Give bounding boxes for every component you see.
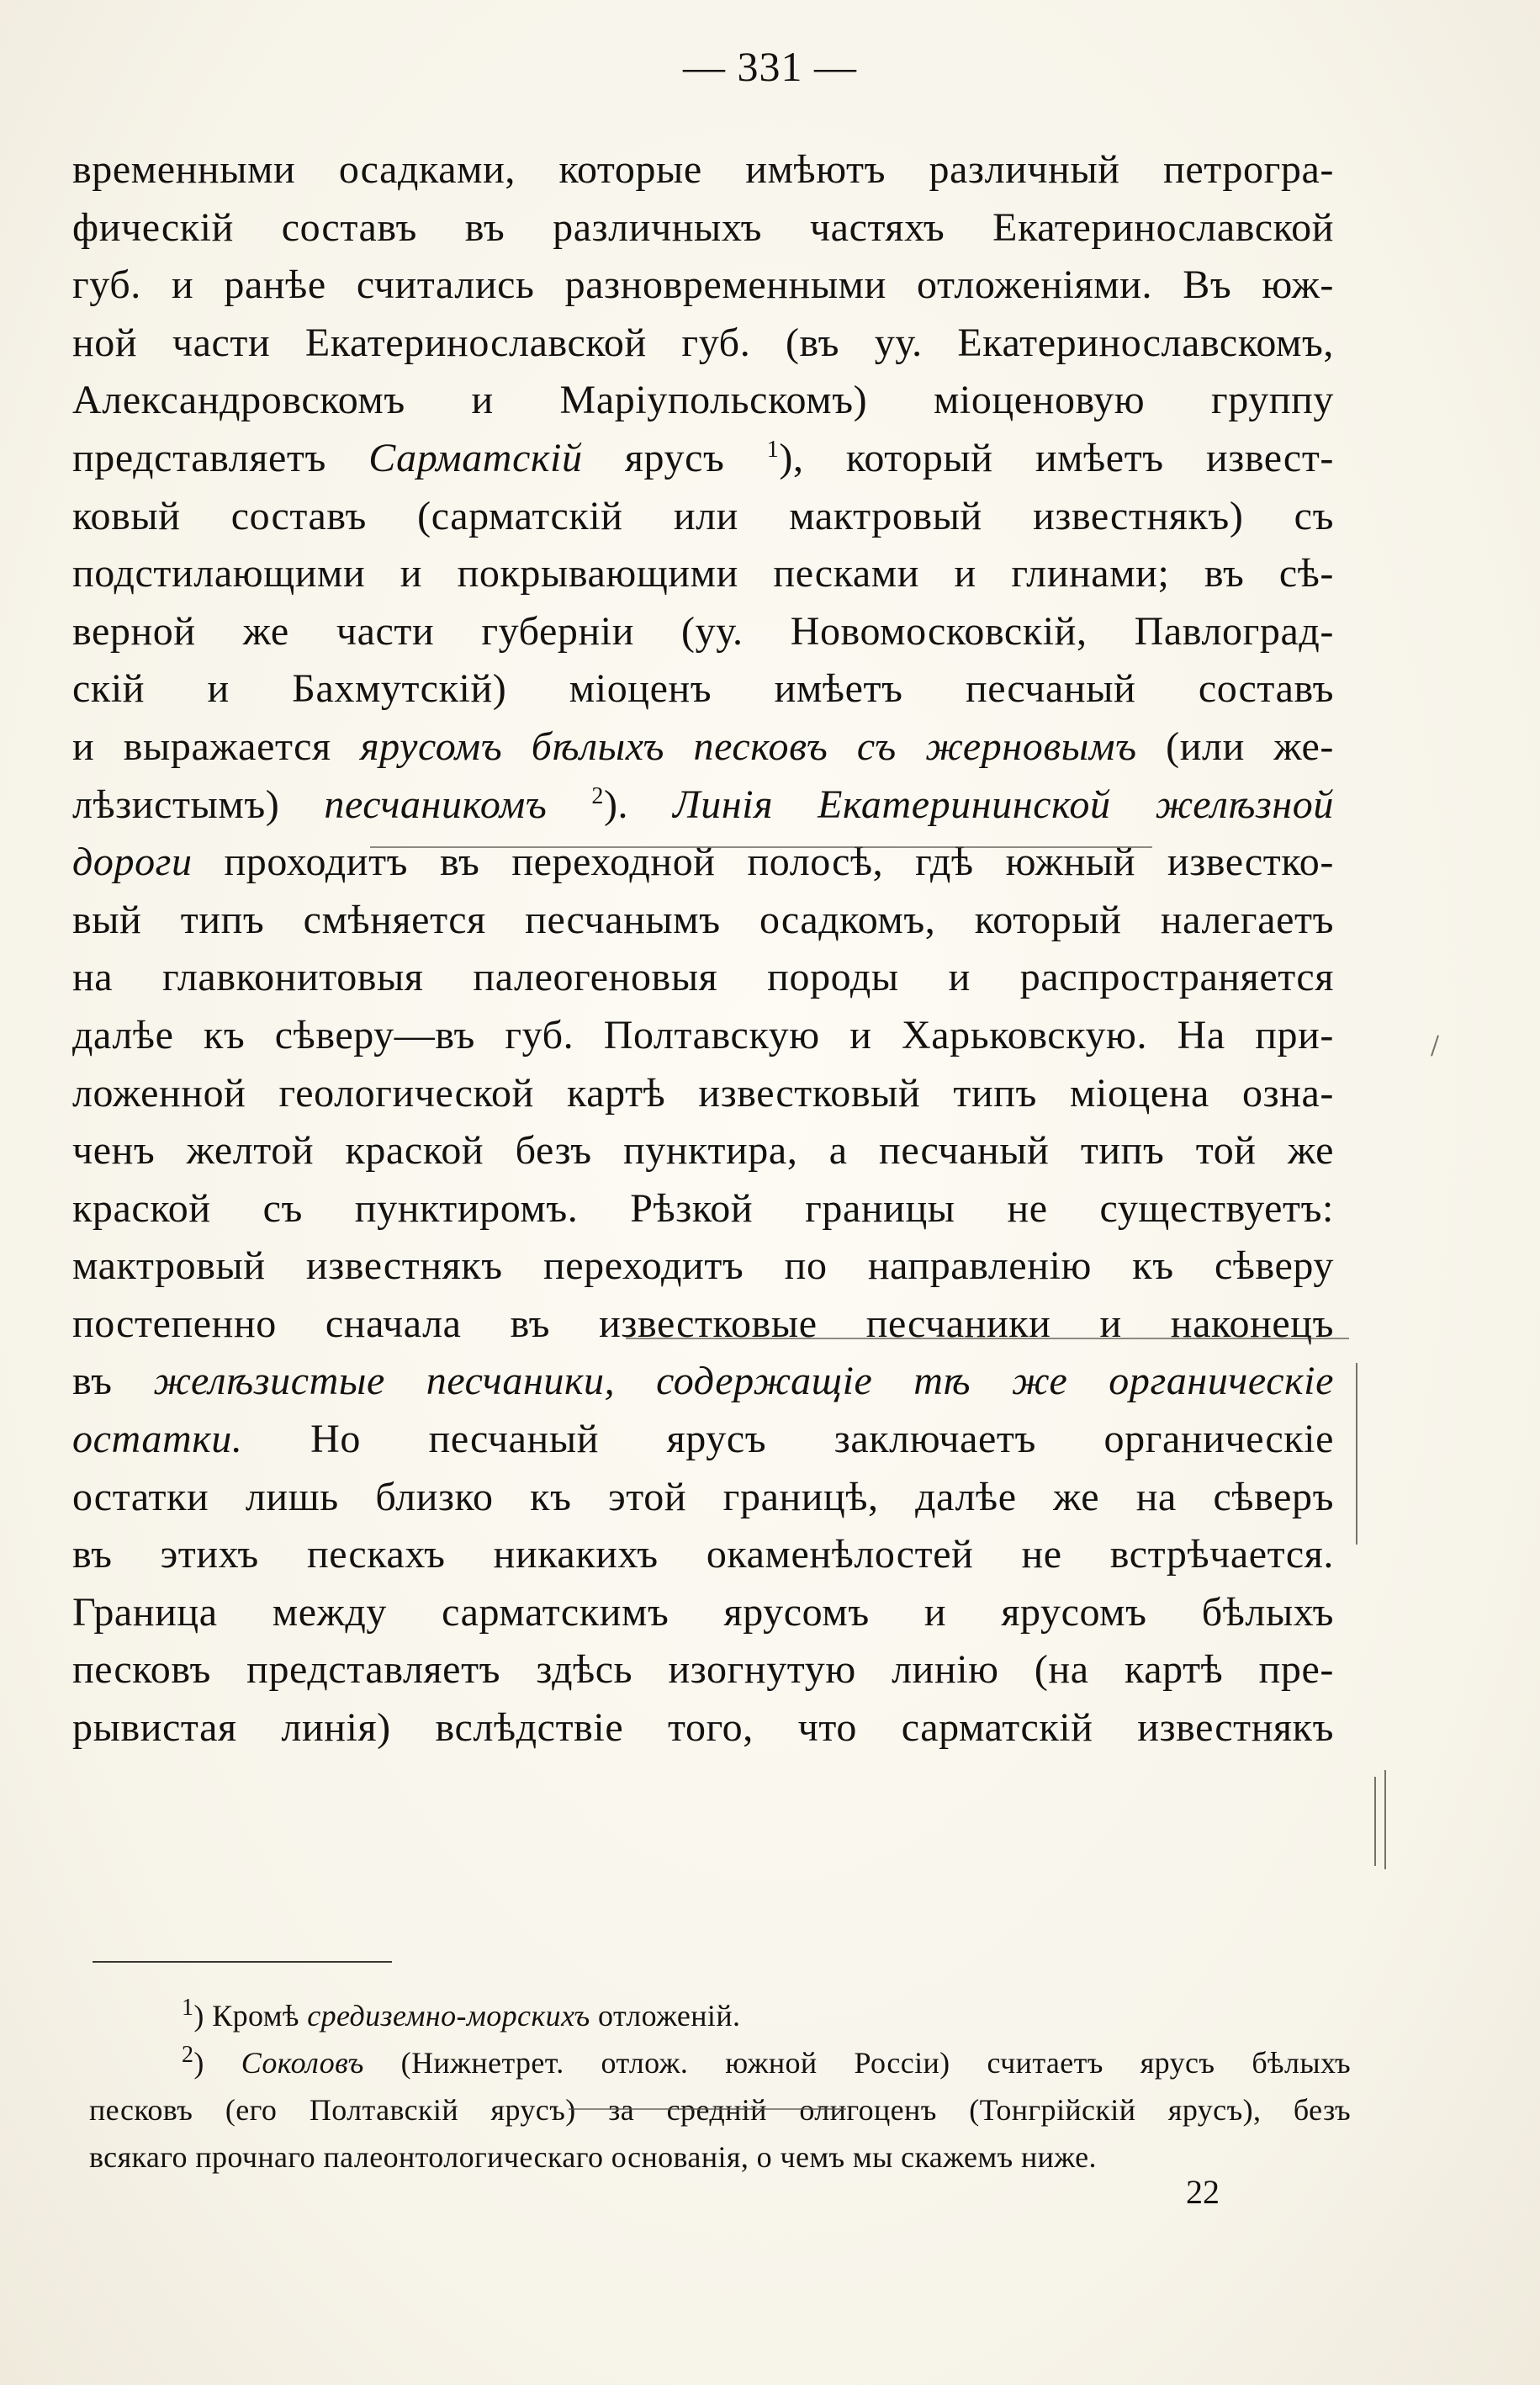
text-line: рывистая линія) вслѣдствіе того, что сарматскій известнякъ — [72, 1705, 1334, 1751]
text-line: вый типъ смѣняется песчанымъ осадкомъ, который налегаетъ — [72, 897, 1334, 942]
margin-pencil-tick — [1431, 1035, 1439, 1056]
text-line: временными осадками, которые имѣютъ различный петрогра- — [72, 147, 1334, 192]
text-line: постепенно сначала въ известковые песчаники и наконецъ — [72, 1301, 1334, 1346]
body-text — [72, 141, 1334, 1757]
text-line: ченъ желтой краской безъ пунктира, а песчаный типъ той же — [72, 1128, 1334, 1174]
margin-pencil-double-line — [1384, 1770, 1386, 1869]
text-line: ложенной геологической картѣ известковый типъ міоцена озна- — [72, 1070, 1334, 1116]
text-line: скій и Бахмутскій) міоценъ имѣетъ песчаный составъ — [72, 666, 1334, 712]
text-line: остатки лишь близко къ этой границѣ, далѣе же на сѣверъ — [72, 1474, 1334, 1519]
footnote-marker: 1 — [182, 1995, 194, 2021]
text-line: ковый составъ (сарматскій или мактровый известнякъ) съ — [72, 493, 1334, 538]
footnote-marker: 2 — [591, 782, 604, 809]
text-line: лѣзистымъ) песчаникомъ $^2$). Линія Екатерининской желѣзной — [72, 782, 1334, 827]
text-line: и выражается ярусомъ бѣлыхъ песковъ съ жерновымъ (или же- — [72, 723, 1334, 769]
text-line: далѣе къ сѣверу—въ губ. Полтавскую и Харьковскую. На при- — [72, 1012, 1334, 1057]
footnote-marker: 2 — [182, 2042, 194, 2068]
text-line: губ. и ранѣе считались разновременными отложеніями. Въ юж- — [72, 262, 1334, 308]
footnote-line: $^1$) Кромѣ средиземно-морскихъ отложеній. — [182, 1995, 741, 2033]
text-line: въ этихъ пескахъ никакихъ окаменѣлостей не встрѣчается. — [72, 1532, 1334, 1577]
margin-pencil-bracket — [1356, 1363, 1357, 1545]
text-line: Александровскомъ и Маріупольскомъ) міоценовую группу — [72, 378, 1334, 423]
text-line: на главконитовыя палеогеновыя породы и распространяется — [72, 955, 1334, 1000]
printer-signature-mark: 22 — [1186, 2173, 1220, 2211]
text-line: краской съ пунктиромъ. Рѣзкой границы не существуетъ: — [72, 1185, 1334, 1231]
text-line: дороги проходитъ въ переходной полосѣ, гдѣ южный известко- — [72, 840, 1334, 885]
text-line: представляетъ Сарматскій ярусъ $^1$), который имѣетъ извест- — [72, 435, 1334, 480]
text-line: верной же части губерніи (уу. Новомосковскій, Павлоград- — [72, 608, 1334, 654]
text-line: подстилающими и покрывающими песками и глинами; въ сѣ- — [72, 551, 1334, 596]
footnote-line: $^2$) Соколовъ (Нижнетрет. отлож. южной Россіи) считаетъ ярусъ бѣлыхъ — [182, 2042, 1351, 2080]
page-number: — 331 — — [683, 43, 857, 90]
pencil-underline — [569, 2108, 846, 2110]
footnotes — [89, 1992, 1351, 2181]
footnote-line: всякаго прочнаго палеонтологическаго основанія, о чемъ мы скажемъ ниже. — [89, 2140, 1097, 2174]
text-line: фическій составъ въ различныхъ частяхъ Екатеринославской — [72, 204, 1334, 250]
footnote-separator — [93, 1961, 392, 1963]
text-line: мактровый известнякъ переходитъ по направленію къ сѣверу — [72, 1243, 1334, 1289]
pencil-underline — [626, 1338, 1349, 1339]
text-line: въ желѣзистые песчаники, содержащіе тѣ же органическіе — [72, 1359, 1334, 1404]
footnote-marker: 1 — [766, 436, 780, 463]
text-line: остатки. Но песчаный ярусъ заключаетъ органическіе — [72, 1417, 1334, 1462]
text-line: Граница между сарматскимъ ярусомъ и ярусомъ бѣлыхъ — [72, 1589, 1334, 1635]
text-line: ной части Екатеринославской губ. (въ уу. Екатеринославскомъ, — [72, 320, 1334, 365]
footnote-line: песковъ (его Полтавскій ярусъ) за средній олигоценъ (Тонгрійскій ярусъ), безъ — [89, 2093, 1351, 2127]
text-line: песковъ представляетъ здѣсь изогнутую линію (на картѣ пре- — [72, 1647, 1334, 1693]
pencil-underline — [370, 846, 1152, 848]
margin-pencil-double-line — [1374, 1777, 1376, 1866]
